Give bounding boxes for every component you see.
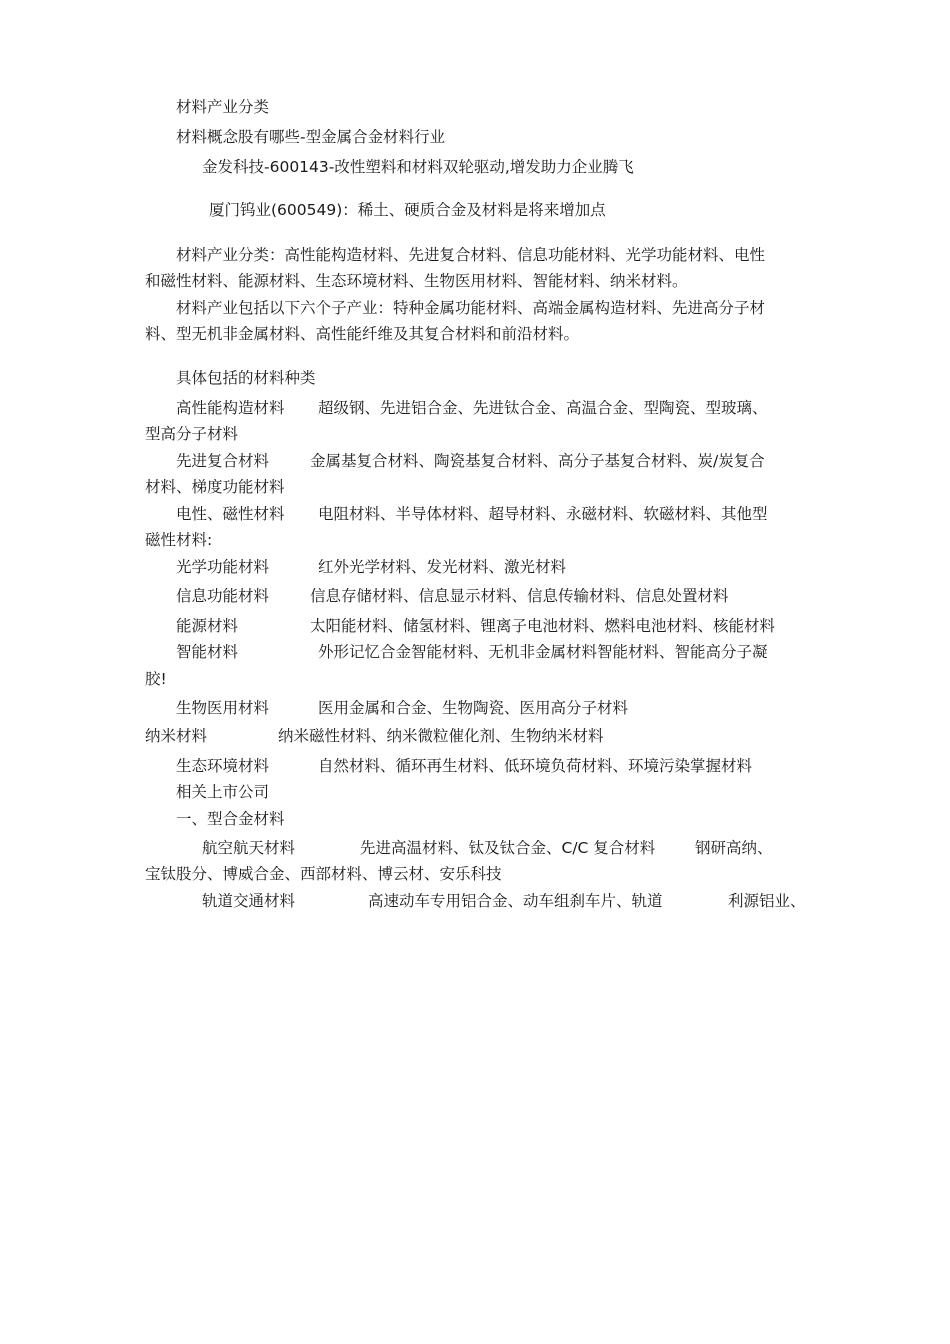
category-name: 纳米材料 — [145, 727, 208, 745]
category-name: 生物医用材料 — [176, 699, 270, 717]
section-heading: 具体包括的材料种类 — [176, 369, 316, 387]
category-name: 生态环境材料 — [176, 757, 270, 775]
category-items: 自然材料、循环再生材料、低环境负荷材料、环境污染掌握材料 — [318, 757, 753, 775]
alloy-materials: 高速动车专用铝合金、动车组刹车片、轨道 — [368, 892, 663, 910]
category-items: 金属基复合材料、陶瓷基复合材料、高分子基复合材料、炭/炭复合 — [310, 452, 765, 470]
category-items: 医用金属和合金、生物陶瓷、医用高分子材料 — [318, 699, 629, 717]
category-items: 纳米磁性材料、纳米微粒催化剂、生物纳米材料 — [278, 727, 604, 745]
category-items: 电阻材料、半导体材料、超导材料、永磁材料、软磁材料、其他型 — [318, 505, 768, 523]
category-items: 外形记忆合金智能材料、无机非金属材料智能材料、智能高分子凝 — [318, 643, 768, 661]
category-continuation: 材料、梯度功能材料 — [145, 478, 285, 496]
alloy-continuation: 宝钛股分、博威合金、西部材料、博云材、安乐科技 — [145, 865, 502, 883]
category-continuation: 胶! — [145, 670, 167, 688]
category-items: 信息存储材料、信息显示材料、信息传输材料、信息处置材料 — [310, 587, 729, 605]
news-item-2: 厦门钨业(600549)：稀土、硬质合金及材料是将来增加点 — [209, 201, 606, 219]
news-item-1: 金发科技-600143-改性塑料和材料双轮驱动,增发助力企业腾飞 — [202, 158, 634, 176]
category-name: 电性、磁性材料 — [176, 505, 285, 523]
alloy-field: 轨道交通材料 — [202, 892, 296, 910]
paragraph-1-line-2: 和磁性材料、能源材料、生态环境材料、生物医用材料、智能材料、纳米材料。 — [145, 272, 688, 290]
alloy-companies: 钢研高纳、 — [695, 839, 773, 857]
category-name: 信息功能材料 — [176, 587, 270, 605]
alloy-materials: 先进高温材料、钛及钛合金、C/C 复合材料 — [360, 839, 656, 857]
category-name: 高性能构造材料 — [176, 399, 285, 417]
doc-subtitle: 材料概念股有哪些-型金属合金材料行业 — [176, 128, 446, 146]
alloy-companies: 利源铝业、 — [728, 892, 806, 910]
category-continuation: 型高分子材料 — [145, 425, 239, 443]
category-continuation: 磁性材料: — [145, 531, 213, 549]
category-items: 超级钢、先进铝合金、先进钛合金、高温合金、型陶瓷、型玻璃、 — [318, 399, 768, 417]
category-name: 光学功能材料 — [176, 558, 270, 576]
category-name: 先进复合材料 — [176, 452, 270, 470]
paragraph-2-line-1: 材料产业包括以下六个子产业：特种金属功能材料、高端金属构造材料、先进高分子材 — [176, 299, 766, 317]
category-name: 能源材料 — [176, 617, 239, 635]
companies-heading: 相关上市公司 — [176, 783, 270, 801]
category-items: 太阳能材料、储氢材料、锂离子电池材料、燃料电池材料、核能材料 — [310, 617, 776, 635]
paragraph-2-line-2: 料、型无机非金属材料、高性能纤维及其复合材料和前沿材料。 — [145, 325, 580, 343]
category-items: 红外光学材料、发光材料、激光材料 — [318, 558, 567, 576]
category-name: 智能材料 — [176, 643, 239, 661]
alloy-heading: 一、型合金材料 — [176, 810, 285, 828]
doc-title: 材料产业分类 — [176, 98, 270, 116]
alloy-field: 航空航天材料 — [202, 839, 296, 857]
paragraph-1-line-1: 材料产业分类：高性能构造材料、先进复合材料、信息功能材料、光学功能材料、电性 — [176, 246, 766, 264]
